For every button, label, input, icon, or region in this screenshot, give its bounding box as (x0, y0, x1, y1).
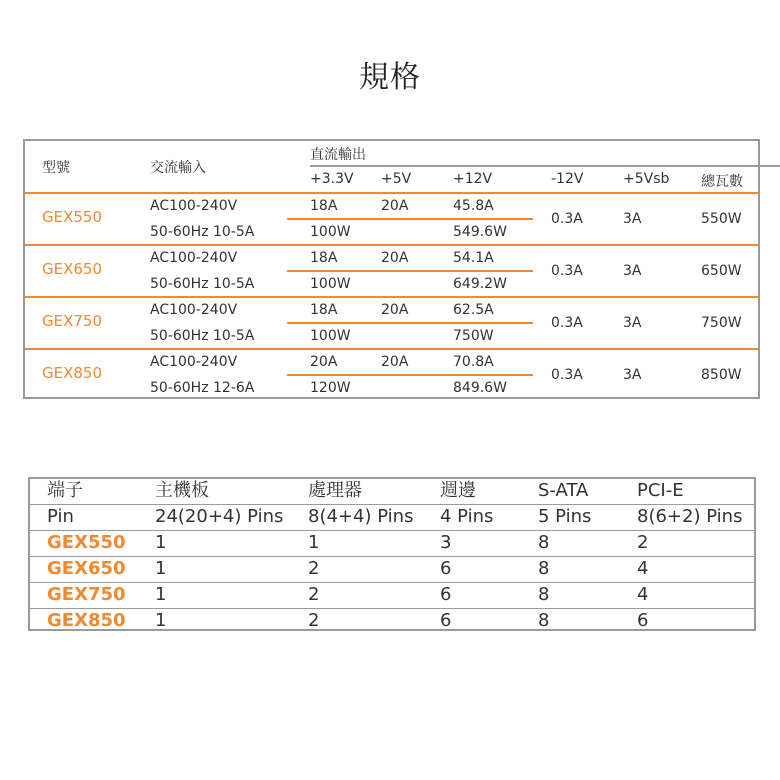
model-name: GEX750 (47, 584, 126, 605)
page-title: 規格 (359, 60, 421, 95)
connector-table (28, 477, 756, 631)
v5sb-amps: 3A (623, 315, 642, 331)
pin-label: Pin (47, 506, 74, 527)
header-ac-input: 交流輸入 (150, 160, 206, 176)
v12-amps: 45.8A (453, 198, 494, 214)
model-name: GEX750 (42, 312, 103, 330)
header-5v: +5V (381, 171, 412, 187)
sub-divider (287, 322, 533, 324)
model-name: GEX850 (42, 364, 103, 382)
header-12v: +12V (453, 171, 493, 187)
model-name: GEX550 (47, 532, 126, 553)
v33-amps: 18A (310, 250, 338, 266)
v12-amps: 70.8A (453, 354, 494, 370)
header-total: 總瓦數 (701, 174, 743, 190)
connector-row (30, 583, 754, 609)
header-connector: 端子 (47, 480, 83, 501)
neg12v-amps: 0.3A (551, 263, 583, 279)
ac-voltage: AC100-240V (150, 354, 238, 370)
ac-voltage: AC100-240V (150, 302, 238, 318)
v5sb-amps: 3A (623, 367, 642, 383)
v12-amps: 54.1A (453, 250, 494, 266)
count-peripheral: 6 (440, 558, 452, 579)
ac-frequency: 50-60Hz 10-5A (150, 224, 255, 240)
count-cpu: 2 (308, 584, 320, 605)
count-sata: 8 (538, 532, 550, 553)
model-name: GEX650 (47, 558, 126, 579)
count-pcie: 4 (637, 558, 649, 579)
model-name: GEX850 (47, 610, 126, 631)
v5-amps: 20A (381, 354, 409, 370)
count-sata: 8 (538, 610, 550, 631)
v12-watts: 549.6W (453, 224, 507, 240)
header-cpu: 處理器 (308, 480, 362, 501)
v33-watts: 100W (310, 224, 351, 240)
v5-amps: 20A (381, 302, 409, 318)
v12-amps: 62.5A (453, 302, 494, 318)
sub-divider (287, 374, 533, 376)
count-motherboard: 1 (155, 610, 167, 631)
row-divider (25, 296, 758, 298)
neg12v-amps: 0.3A (551, 315, 583, 331)
neg12v-amps: 0.3A (551, 367, 583, 383)
ac-voltage: AC100-240V (150, 198, 238, 214)
header-divider (310, 165, 780, 167)
count-motherboard: 1 (155, 532, 167, 553)
neg12v-amps: 0.3A (551, 211, 583, 227)
sub-divider (287, 270, 533, 272)
ac-voltage: AC100-240V (150, 250, 238, 266)
total-watts: 650W (701, 263, 742, 279)
count-pcie: 2 (637, 532, 649, 553)
total-watts: 850W (701, 367, 742, 383)
v33-watts: 120W (310, 380, 351, 396)
v33-amps: 18A (310, 302, 338, 318)
pin-cpu: 8(4+4) Pins (308, 506, 414, 527)
v33-watts: 100W (310, 328, 351, 344)
header-peripheral: 週邊 (440, 480, 476, 501)
header-model: 型號 (42, 160, 70, 176)
v33-watts: 100W (310, 276, 351, 292)
count-peripheral: 6 (440, 584, 452, 605)
connector-header-row (30, 479, 754, 505)
total-watts: 550W (701, 211, 742, 227)
total-watts: 750W (701, 315, 742, 331)
count-motherboard: 1 (155, 584, 167, 605)
connector-row (30, 609, 754, 635)
v12-watts: 649.2W (453, 276, 507, 292)
row-divider (25, 192, 758, 194)
count-sata: 8 (538, 584, 550, 605)
count-pcie: 6 (637, 610, 649, 631)
row-divider (25, 348, 758, 350)
model-name: GEX650 (42, 260, 103, 278)
header-dc-output: 直流輸出 (310, 147, 366, 163)
ac-frequency: 50-60Hz 10-5A (150, 276, 255, 292)
count-sata: 8 (538, 558, 550, 579)
v5sb-amps: 3A (623, 263, 642, 279)
v5sb-amps: 3A (623, 211, 642, 227)
count-peripheral: 3 (440, 532, 452, 553)
ac-frequency: 50-60Hz 10-5A (150, 328, 255, 344)
count-cpu: 2 (308, 610, 320, 631)
v33-amps: 20A (310, 354, 338, 370)
count-cpu: 2 (308, 558, 320, 579)
v5-amps: 20A (381, 198, 409, 214)
pin-pcie: 8(6+2) Pins (637, 506, 743, 527)
count-cpu: 1 (308, 532, 320, 553)
pin-peripheral: 4 Pins (440, 506, 494, 527)
header-sata: S-ATA (538, 480, 589, 501)
spec-table (23, 139, 760, 399)
pin-row (30, 505, 754, 531)
count-motherboard: 1 (155, 558, 167, 579)
ac-frequency: 50-60Hz 12-6A (150, 380, 255, 396)
pin-motherboard: 24(20+4) Pins (155, 506, 284, 527)
model-name: GEX550 (42, 208, 103, 226)
v5-amps: 20A (381, 250, 409, 266)
connector-row (30, 557, 754, 583)
pin-sata: 5 Pins (538, 506, 592, 527)
v12-watts: 750W (453, 328, 494, 344)
header-motherboard: 主機板 (155, 480, 209, 501)
sub-divider (287, 218, 533, 220)
count-peripheral: 6 (440, 610, 452, 631)
header-neg12v: -12V (551, 171, 584, 187)
connector-row (30, 531, 754, 557)
row-divider (25, 244, 758, 246)
header-pcie: PCI-E (637, 480, 684, 501)
header-3v3: +3.3V (310, 171, 354, 187)
header-5vsb: +5Vsb (623, 171, 670, 187)
count-pcie: 4 (637, 584, 649, 605)
v33-amps: 18A (310, 198, 338, 214)
v12-watts: 849.6W (453, 380, 507, 396)
